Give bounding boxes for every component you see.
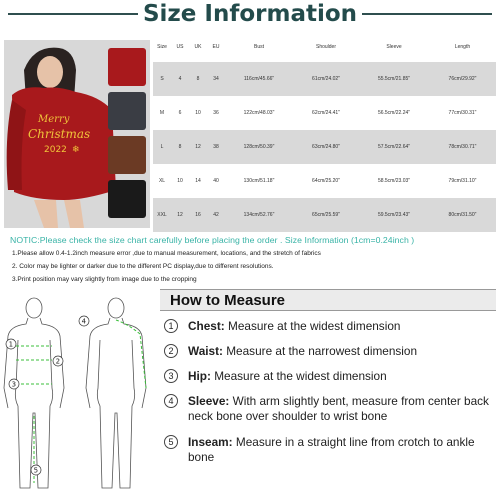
- table-cell: 122cm/48.03": [225, 96, 293, 130]
- table-cell: 4: [171, 62, 189, 96]
- table-cell: XXL: [153, 198, 171, 232]
- size-table-header: [153, 32, 496, 62]
- table-cell: 56.5cm/22.24": [359, 96, 429, 130]
- table-cell: 40: [207, 164, 225, 198]
- table-cell: 76cm/29.92": [429, 62, 496, 96]
- table-cell: 12: [171, 198, 189, 232]
- measure-label: Inseam:: [188, 435, 233, 449]
- table-cell: 12: [189, 130, 207, 164]
- table-row: [153, 164, 496, 198]
- table-cell: 78cm/30.71": [429, 130, 496, 164]
- measure-label: Chest:: [188, 319, 225, 333]
- note-1: 1.Please allow 0.4-1.2inch measure error ,due to manual measurement, locations, and the stretch of fabrics: [12, 250, 321, 257]
- how-to-measure-title: How to Measure: [170, 292, 286, 309]
- table-cell: 116cm/45.66": [225, 62, 293, 96]
- table-cell: 77cm/30.31": [429, 96, 496, 130]
- col-header: US: [176, 44, 184, 50]
- note-2: 2. Color may be lighter or darker due to the different PC display,due to different resolutions.: [12, 263, 274, 270]
- table-cell: 130cm/51.18": [225, 164, 293, 198]
- table-row: [153, 130, 496, 164]
- color-swatch-gray: [108, 92, 146, 130]
- product-photo: [4, 40, 150, 228]
- measure-desc: With arm slightly bent, measure from center back neck bone over shoulder to wrist bone: [188, 394, 489, 423]
- color-swatch-brown: [108, 136, 146, 174]
- table-cell: 8: [189, 62, 207, 96]
- notice-text: NOTIC:Please check the size chart carefully before placing the order . Size Information (1cm=0.24inch ): [10, 235, 415, 245]
- table-row: [153, 198, 496, 232]
- table-cell: 42: [207, 198, 225, 232]
- table-cell: 57.5cm/22.64": [359, 130, 429, 164]
- table-cell: 128cm/50.39": [225, 130, 293, 164]
- number-badge-2: 2: [164, 344, 178, 358]
- col-header: EU: [212, 44, 220, 50]
- measure-label: Waist:: [188, 344, 223, 358]
- table-cell: 55.5cm/21.85": [359, 62, 429, 96]
- number-badge-4: 4: [164, 394, 178, 408]
- table-cell: S: [153, 62, 171, 96]
- print-year: 2022: [44, 145, 67, 155]
- col-header: Sleeve: [386, 44, 402, 50]
- table-cell: 79cm/31.10": [429, 164, 496, 198]
- number-badge-3: 3: [164, 369, 178, 383]
- table-cell: 10: [189, 96, 207, 130]
- measure-desc: Measure in a straight line from crotch to ankle bone: [188, 435, 475, 464]
- col-header: UK: [194, 44, 202, 50]
- marker-3: 3: [11, 380, 17, 389]
- title-bar: [0, 0, 500, 28]
- table-cell: 14: [189, 164, 207, 198]
- table-cell: 36: [207, 96, 225, 130]
- number-badge-1: 1: [164, 319, 178, 333]
- measurement-figure: [0, 288, 160, 500]
- table-cell: M: [153, 96, 171, 130]
- table-cell: 134cm/52.76": [225, 198, 293, 232]
- table-cell: L: [153, 130, 171, 164]
- page-title: Size Information: [142, 1, 358, 27]
- measure-label: Hip:: [188, 369, 211, 383]
- color-swatch-red: [108, 48, 146, 86]
- table-cell: 10: [171, 164, 189, 198]
- size-table: [153, 32, 496, 232]
- snowflake-icon: ❄: [72, 145, 80, 155]
- measure-desc: Measure at the widest dimension: [210, 369, 387, 383]
- table-cell: 16: [189, 198, 207, 232]
- print-line2: Christmas: [28, 127, 91, 141]
- measure-label: Sleeve:: [188, 394, 230, 408]
- table-row: [153, 96, 496, 130]
- col-header: Shoulder: [315, 44, 336, 50]
- col-header: Length: [454, 44, 471, 50]
- body-outline-illustration: [0, 288, 160, 500]
- marker-1: 1: [8, 340, 14, 349]
- col-header: Size: [157, 44, 167, 50]
- measure-desc: Measure at the widest dimension: [224, 319, 401, 333]
- table-cell: 59.5cm/23.43": [359, 198, 429, 232]
- marker-2: 2: [55, 357, 61, 366]
- table-cell: 34: [207, 62, 225, 96]
- marker-4: 4: [81, 317, 87, 326]
- table-cell: 6: [171, 96, 189, 130]
- print-line1: Merry: [38, 114, 70, 125]
- table-cell: 58.5cm/23.03": [359, 164, 429, 198]
- table-row: [153, 62, 496, 96]
- table-cell: XL: [153, 164, 171, 198]
- measure-desc: Measure at the narrowest dimension: [222, 344, 418, 358]
- marker-5: 5: [33, 466, 39, 475]
- table-cell: 62cm/24.41": [293, 96, 359, 130]
- table-cell: 38: [207, 130, 225, 164]
- color-swatch-black: [108, 180, 146, 218]
- number-badge-5: 5: [164, 435, 178, 449]
- table-cell: 80cm/31.50": [429, 198, 496, 232]
- table-cell: 61cm/24.02": [293, 62, 359, 96]
- title-rule-right: [362, 13, 492, 15]
- note-3: 3.Print position may vary slightly from image due to the cropping: [12, 276, 197, 283]
- col-header: Bust: [253, 44, 264, 50]
- how-to-measure-header: [160, 289, 496, 311]
- table-cell: 63cm/24.80": [293, 130, 359, 164]
- table-cell: 64cm/25.20": [293, 164, 359, 198]
- table-cell: 8: [171, 130, 189, 164]
- table-cell: 65cm/25.59": [293, 198, 359, 232]
